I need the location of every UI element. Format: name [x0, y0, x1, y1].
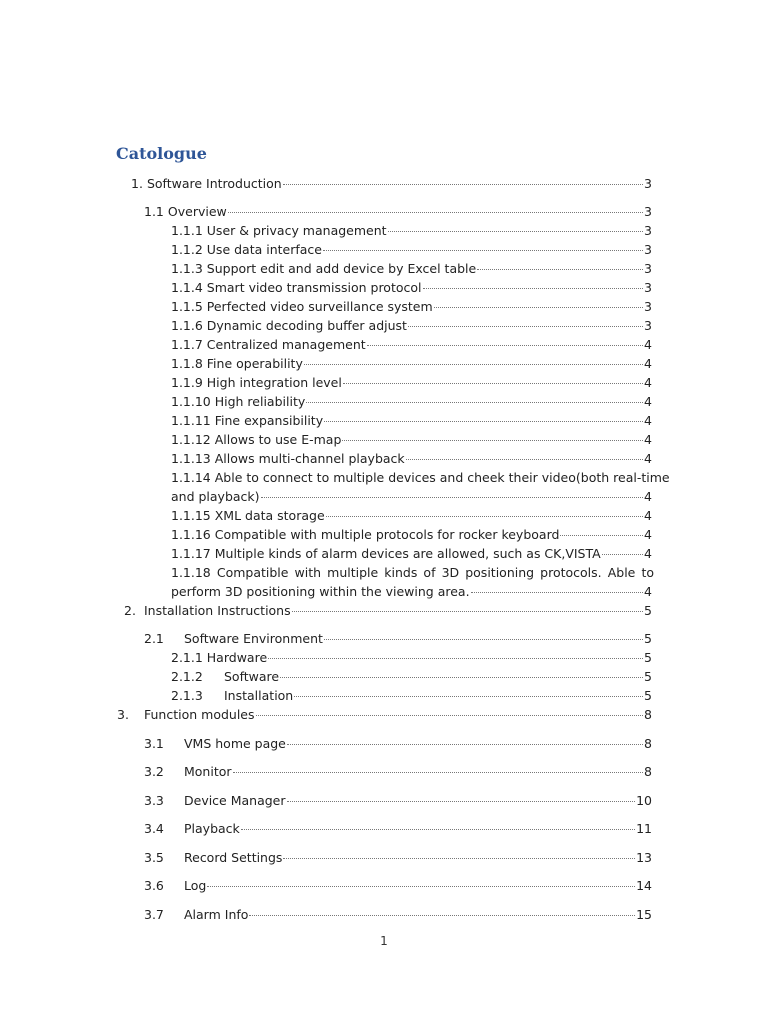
toc-entry-title: Record Settings [184, 850, 283, 865]
dot-leader [602, 554, 643, 555]
toc-entry-page: 4 [644, 451, 652, 466]
toc-entry-title: 1.1.13 Allows multi-channel playback [171, 451, 405, 466]
toc-entry-rocker-keyboard[interactable] [171, 525, 652, 544]
dot-leader [406, 459, 643, 460]
toc-entry-title: Monitor [184, 764, 232, 779]
dot-leader [434, 307, 643, 308]
toc-entry-title: 2.1.1 Hardware [171, 650, 268, 665]
toc-entry-title: perform 3D positioning within the viewing area. [171, 584, 470, 599]
dot-leader [233, 772, 644, 773]
dot-leader [477, 269, 643, 270]
toc-entry-use-data-interface[interactable] [171, 240, 652, 259]
dot-leader [326, 516, 643, 517]
toc-entry-3d-positioning-line2[interactable] [171, 582, 652, 601]
toc-entry-alarm-devices[interactable] [171, 544, 652, 563]
dot-leader [388, 231, 644, 232]
toc-entry-number: 2.1.3 [171, 688, 203, 703]
toc-entry-number: 2.1.2 [171, 669, 203, 684]
toc-entry-dynamic-decoding-buffer[interactable] [171, 316, 652, 335]
toc-entry-title: Overview [167, 204, 227, 219]
toc-entry-page: 3 [644, 242, 652, 257]
toc-entry-alarm-info[interactable] [144, 905, 652, 924]
dot-leader [367, 345, 643, 346]
toc-entry-title: Playback [184, 821, 240, 836]
toc-entry-page: 4 [644, 432, 652, 447]
toc-entry-page: 4 [644, 546, 652, 561]
toc-entry-title: 1.1.9 High integration level [171, 375, 342, 390]
toc-entry-title: Log [184, 878, 207, 893]
toc-entry-number: 3.2 [144, 764, 164, 779]
toc-entry-page: 4 [644, 584, 652, 599]
dot-leader [423, 288, 644, 289]
dot-leader [342, 440, 643, 441]
dot-leader [207, 886, 635, 887]
toc-entry-smart-video-transmission[interactable] [171, 278, 652, 297]
toc-entry-title: 1.1.4 Smart video transmission protocol [171, 280, 422, 295]
toc-entry-number: 2.1 [144, 631, 164, 646]
toc-entry-page: 5 [644, 688, 652, 703]
toc-entry-page: 3 [644, 280, 652, 295]
toc-entry-3d-positioning-line1[interactable]: 1.1.18 Compatible with multiple kinds of 3D positioning protocols. Able to [171, 565, 654, 580]
toc-entry-installation-instructions[interactable] [124, 601, 652, 620]
toc-entry-log[interactable] [144, 876, 652, 895]
toc-entry-page: 8 [644, 764, 652, 779]
toc-entry-title: 1.1.8 Fine operability [171, 356, 303, 371]
toc-entry-number: 1. [131, 176, 143, 191]
toc-entry-function-modules[interactable] [117, 705, 652, 724]
toc-entry-title: 1.1.1 User & privacy management [171, 223, 387, 238]
dot-leader [471, 592, 643, 593]
toc-entry-page: 8 [644, 707, 652, 722]
toc-entry-fine-operability[interactable] [171, 354, 652, 373]
toc-entry-page: 5 [644, 669, 652, 684]
toc-entry-title: 1.1.7 Centralized management [171, 337, 366, 352]
dot-leader [323, 250, 643, 251]
dot-leader [324, 639, 643, 640]
toc-entry-page: 4 [644, 375, 652, 390]
dot-leader [283, 184, 643, 185]
toc-entry-page: 4 [644, 394, 652, 409]
dot-leader [408, 326, 643, 327]
toc-entry-title: Software [224, 669, 280, 684]
page-number: 1 [380, 934, 388, 948]
toc-entry-title: Installation [224, 688, 294, 703]
toc-entry-multiple-devices-line1[interactable]: 1.1.14 Able to connect to multiple devices and cheek their video(both real-time [171, 470, 670, 485]
dot-leader [306, 402, 643, 403]
toc-entry-title: 1.1.15 XML data storage [171, 508, 325, 523]
toc-entry-number: 3.3 [144, 793, 164, 808]
toc-entry-page: 3 [644, 204, 652, 219]
dot-leader [343, 383, 643, 384]
toc-entry-page: 5 [644, 631, 652, 646]
toc-entry-title: Device Manager [184, 793, 286, 808]
dot-leader [280, 677, 643, 678]
toc-entry-e-map[interactable] [171, 430, 652, 449]
toc-entry-playback[interactable] [144, 819, 652, 838]
toc-entry-page: 4 [644, 489, 652, 504]
toc-entry-number: 3.6 [144, 878, 164, 893]
toc-entry-title: 1.1.3 Support edit and add device by Excel table [171, 261, 477, 276]
toc-entry-fine-expansibility[interactable] [171, 411, 652, 430]
toc-entry-title: 1.1.12 Allows to use E-map [171, 432, 342, 447]
toc-entry-page: 3 [644, 176, 652, 191]
dot-leader [304, 364, 643, 365]
toc-entry-page: 4 [644, 337, 652, 352]
dot-leader [292, 611, 643, 612]
toc-entry-installation[interactable] [171, 686, 652, 705]
toc-entry-page: 10 [636, 793, 652, 808]
toc-entry-software[interactable] [171, 667, 652, 686]
toc-entry-title: 1.1.11 Fine expansibility [171, 413, 324, 428]
toc-entry-number: 2. [124, 603, 136, 618]
dot-leader [256, 715, 644, 716]
toc-entry-page: 14 [636, 878, 652, 893]
toc-entry-title: 1.1.6 Dynamic decoding buffer adjust [171, 318, 407, 333]
toc-entry-page: 5 [644, 650, 652, 665]
toc-entry-monitor[interactable] [144, 762, 652, 781]
toc-entry-number: 3.1 [144, 736, 164, 751]
toc-entry-title: Function modules [144, 707, 255, 722]
toc-entry-title: 1.1.17 Multiple kinds of alarm devices are allowed, such as CK,VISTA [171, 546, 601, 561]
toc-entry-number: 3.4 [144, 821, 164, 836]
toc-entry-page: 13 [636, 850, 652, 865]
toc-entry-title: VMS home page [184, 736, 286, 751]
toc-entry-excel-table[interactable] [171, 259, 652, 278]
toc-entry-title: 1.1.10 High reliability [171, 394, 306, 409]
toc-entry-page: 8 [644, 736, 652, 751]
toc-entry-user-privacy-management[interactable] [171, 221, 652, 240]
toc-entry-high-reliability[interactable] [171, 392, 652, 411]
toc-entry-software-environment[interactable] [144, 629, 652, 648]
toc-entry-title: Alarm Info [184, 907, 249, 922]
toc-entry-device-manager[interactable] [144, 791, 652, 810]
toc-entry-page: 5 [644, 603, 652, 618]
dot-leader [241, 829, 635, 830]
dot-leader [249, 915, 635, 916]
toc-entry-title: Software Introduction [146, 176, 282, 191]
toc-entry-number: 1.1 [144, 204, 164, 219]
toc-entry-overview[interactable] [144, 202, 652, 221]
dot-leader [283, 858, 635, 859]
toc-entry-xml-data-storage[interactable] [171, 506, 652, 525]
toc-entry-page: 3 [644, 223, 652, 238]
dot-leader [287, 744, 643, 745]
dot-leader [261, 497, 644, 498]
toc-entry-title: Software Environment [184, 631, 323, 646]
dot-leader [324, 421, 643, 422]
toc-entry-title: 1.1.5 Perfected video surveillance system [171, 299, 433, 314]
toc-entry-title: 1.1.2 Use data interface [171, 242, 322, 257]
toc-entry-number: 3.5 [144, 850, 164, 865]
toc-entry-page: 4 [644, 413, 652, 428]
toc-entry-page: 15 [636, 907, 652, 922]
dot-leader [228, 212, 643, 213]
toc-entry-multiple-devices-line2[interactable] [171, 487, 652, 506]
toc-entry-page: 3 [644, 261, 652, 276]
toc-entry-page: 3 [644, 299, 652, 314]
toc-entry-page: 4 [644, 356, 652, 371]
toc-entry-title: 1.1.16 Compatible with multiple protocols for rocker keyboard [171, 527, 560, 542]
toc-entry-vms-home-page[interactable] [144, 734, 652, 753]
toc-entry-page: 4 [644, 527, 652, 542]
toc-entry-number: 3. [117, 707, 129, 722]
dot-leader [560, 535, 643, 536]
catalogue-heading: Catologue [116, 144, 207, 163]
toc-entry-multi-channel-playback[interactable] [171, 449, 652, 468]
toc-entry-hardware[interactable] [171, 648, 652, 667]
toc-entry-number: 3.7 [144, 907, 164, 922]
toc-entry-title: Installation Instructions [144, 603, 291, 618]
toc-entry-page: 3 [644, 318, 652, 333]
toc-entry-software-introduction[interactable] [131, 174, 652, 193]
toc-entry-record-settings[interactable] [144, 848, 652, 867]
toc-entry-high-integration-level[interactable] [171, 373, 652, 392]
toc-entry-centralized-management[interactable] [171, 335, 652, 354]
dot-leader [268, 658, 643, 659]
dot-leader [287, 801, 636, 802]
toc-entry-video-surveillance-system[interactable] [171, 297, 652, 316]
toc-entry-title: and playback) [171, 489, 260, 504]
toc-entry-page: 4 [644, 508, 652, 523]
toc-entry-page: 11 [636, 821, 652, 836]
dot-leader [294, 696, 643, 697]
